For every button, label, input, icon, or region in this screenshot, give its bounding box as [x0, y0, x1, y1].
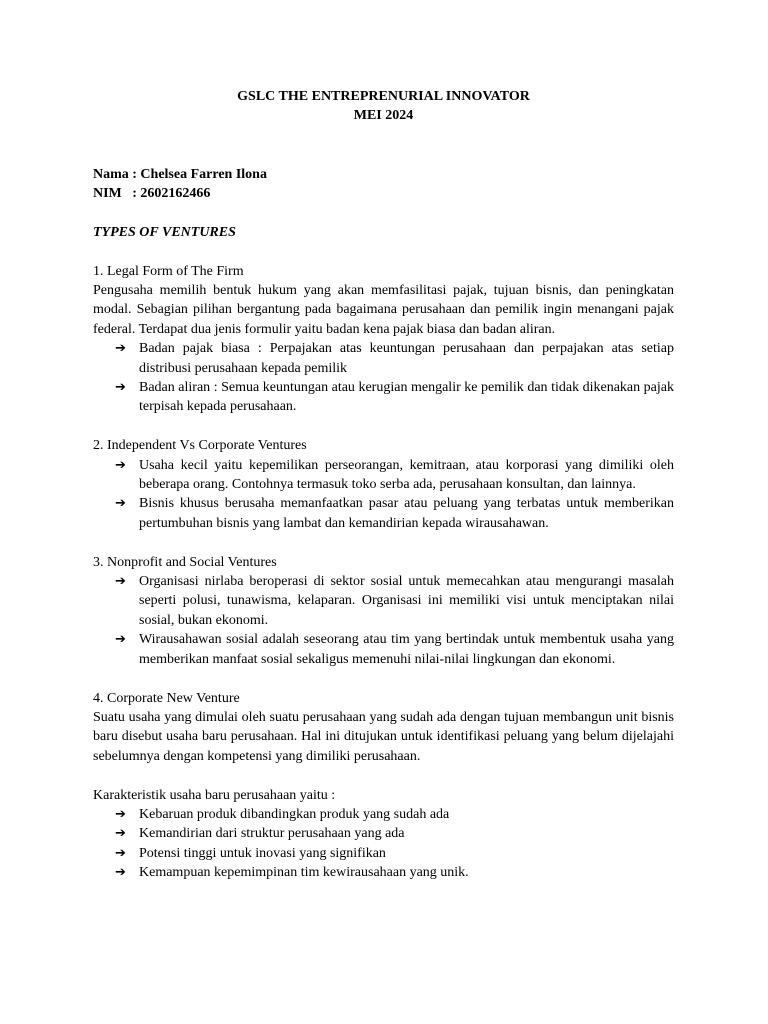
- list-item-text: Kemandirian dari struktur perusahaan yang ada: [139, 826, 405, 842]
- spacer: [93, 203, 674, 222]
- list-item: [93, 824, 674, 843]
- spacer: [93, 533, 674, 552]
- spacer: [93, 669, 674, 688]
- arrow-right-icon: ➔: [115, 574, 126, 590]
- arrow-right-icon: ➔: [115, 845, 126, 861]
- section-1-heading: 1. Legal Form of The Firm: [93, 263, 244, 279]
- list-item: [93, 844, 674, 863]
- section-2-bullets: [93, 456, 674, 534]
- list-item-text: Badan pajak biasa : Perpajakan atas keuntungan perusahaan dan perpajakan atas setiap distribusi perusahaan kepada pemilik: [139, 341, 674, 376]
- list-item: [93, 378, 674, 417]
- arrow-right-icon: ➔: [115, 496, 126, 512]
- list-item-text: Kemampuan kepemimpinan tim kewirausahaan yang unik.: [139, 865, 469, 881]
- section-4-intro: Suatu usaha yang dimulai oleh suatu perusahaan yang sudah ada dengan tujuan membangun unit bisnis baru disebut usaha baru perusahaan. Hal ini ditujukan untuk identifikasi peluang yang belum dijelajahi sebelumnya dengan kompetensi yang dimiliki perusahaan.: [93, 709, 674, 764]
- arrow-right-icon: ➔: [115, 380, 126, 396]
- student-nim: NIM : 2602162466: [93, 186, 211, 202]
- document-title: GSLC THE ENTREPRENURIAL INNOVATOR: [237, 89, 530, 104]
- list-item-text: Kebaruan produk dibandingkan produk yang sudah ada: [139, 806, 450, 822]
- arrow-right-icon: ➔: [115, 826, 126, 842]
- list-item: [93, 494, 674, 533]
- arrow-right-icon: ➔: [115, 632, 126, 648]
- arrow-right-icon: ➔: [115, 865, 126, 881]
- characteristics-heading: Karakteristik usaha baru perusahaan yaitu :: [93, 787, 336, 803]
- list-item-text: Bisnis khusus berusaha memanfaatkan pasar atau peluang yang terbatas untuk memberikan pertumbuhan bisnis yang lambat dan kemandirian kepada wirausahawan.: [139, 496, 674, 531]
- list-item-text: Usaha kecil yaitu kepemilikan perseorangan, kemitraan, atau korporasi yang dimiliki oleh beberapa orang. Contohnya termasuk toko serba ada, perusahaan konsultan, dan lainnya.: [139, 457, 674, 493]
- list-item: [93, 339, 674, 378]
- section-3-heading: 3. Nonprofit and Social Ventures: [93, 554, 277, 570]
- list-item: [93, 805, 674, 824]
- document-date: MEI 2024: [353, 108, 414, 124]
- section-2-heading: 2. Independent Vs Corporate Ventures: [93, 438, 307, 454]
- student-name: Nama : Chelsea Farren Ilona: [93, 166, 267, 182]
- list-item: [93, 863, 674, 882]
- list-item-text: Organisasi nirlaba beroperasi di sektor sosial untuk memecahkan atau mengurangi masalah seperti polusi, tunawisma, kelaparan. Organisasi ini memiliki visi untuk menciptakan nilai sosial, bukan ekonomi.: [139, 574, 674, 628]
- spacer: [93, 126, 674, 165]
- section-4-heading: 4. Corporate New Venture: [93, 690, 240, 706]
- list-item: [93, 572, 674, 630]
- list-item: [93, 630, 674, 669]
- section-1-bullets: [93, 339, 674, 417]
- section-3-bullets: [93, 572, 674, 669]
- list-item-text: Wirausahawan sosial adalah seseorang atau tim yang bertindak untuk membentuk usaha yang memberikan manfaat sosial sekaligus memenuhi nilai-nilai lingkungan dan ekonomi.: [139, 632, 674, 667]
- arrow-right-icon: ➔: [115, 457, 126, 473]
- list-item: [93, 456, 674, 495]
- arrow-right-icon: ➔: [115, 806, 126, 822]
- document-page: [93, 87, 674, 883]
- arrow-right-icon: ➔: [115, 341, 126, 357]
- spacer: [93, 242, 674, 261]
- section-1-intro: Pengusaha memilih bentuk hukum yang akan memfasilitasi pajak, tujuan bisnis, dan peningkatan modal. Sebagian pilihan bergantung pada bagaimana perusahaan dan pemilik ingin menangani pajak federal. Terdapat dua jenis formulir yaitu badan kena pajak biasa dan badan aliran.: [93, 283, 674, 337]
- characteristics-bullets: [93, 805, 674, 883]
- spacer: [93, 417, 674, 436]
- spacer: [93, 766, 674, 785]
- list-item-text: Potensi tinggi untuk inovasi yang signifikan: [139, 845, 386, 861]
- section-title: TYPES OF VENTURES: [93, 224, 236, 240]
- list-item-text: Badan aliran : Semua keuntungan atau kerugian mengalir ke pemilik dan tidak dikenakan pajak terpisah kepada perusahaan.: [139, 380, 674, 415]
